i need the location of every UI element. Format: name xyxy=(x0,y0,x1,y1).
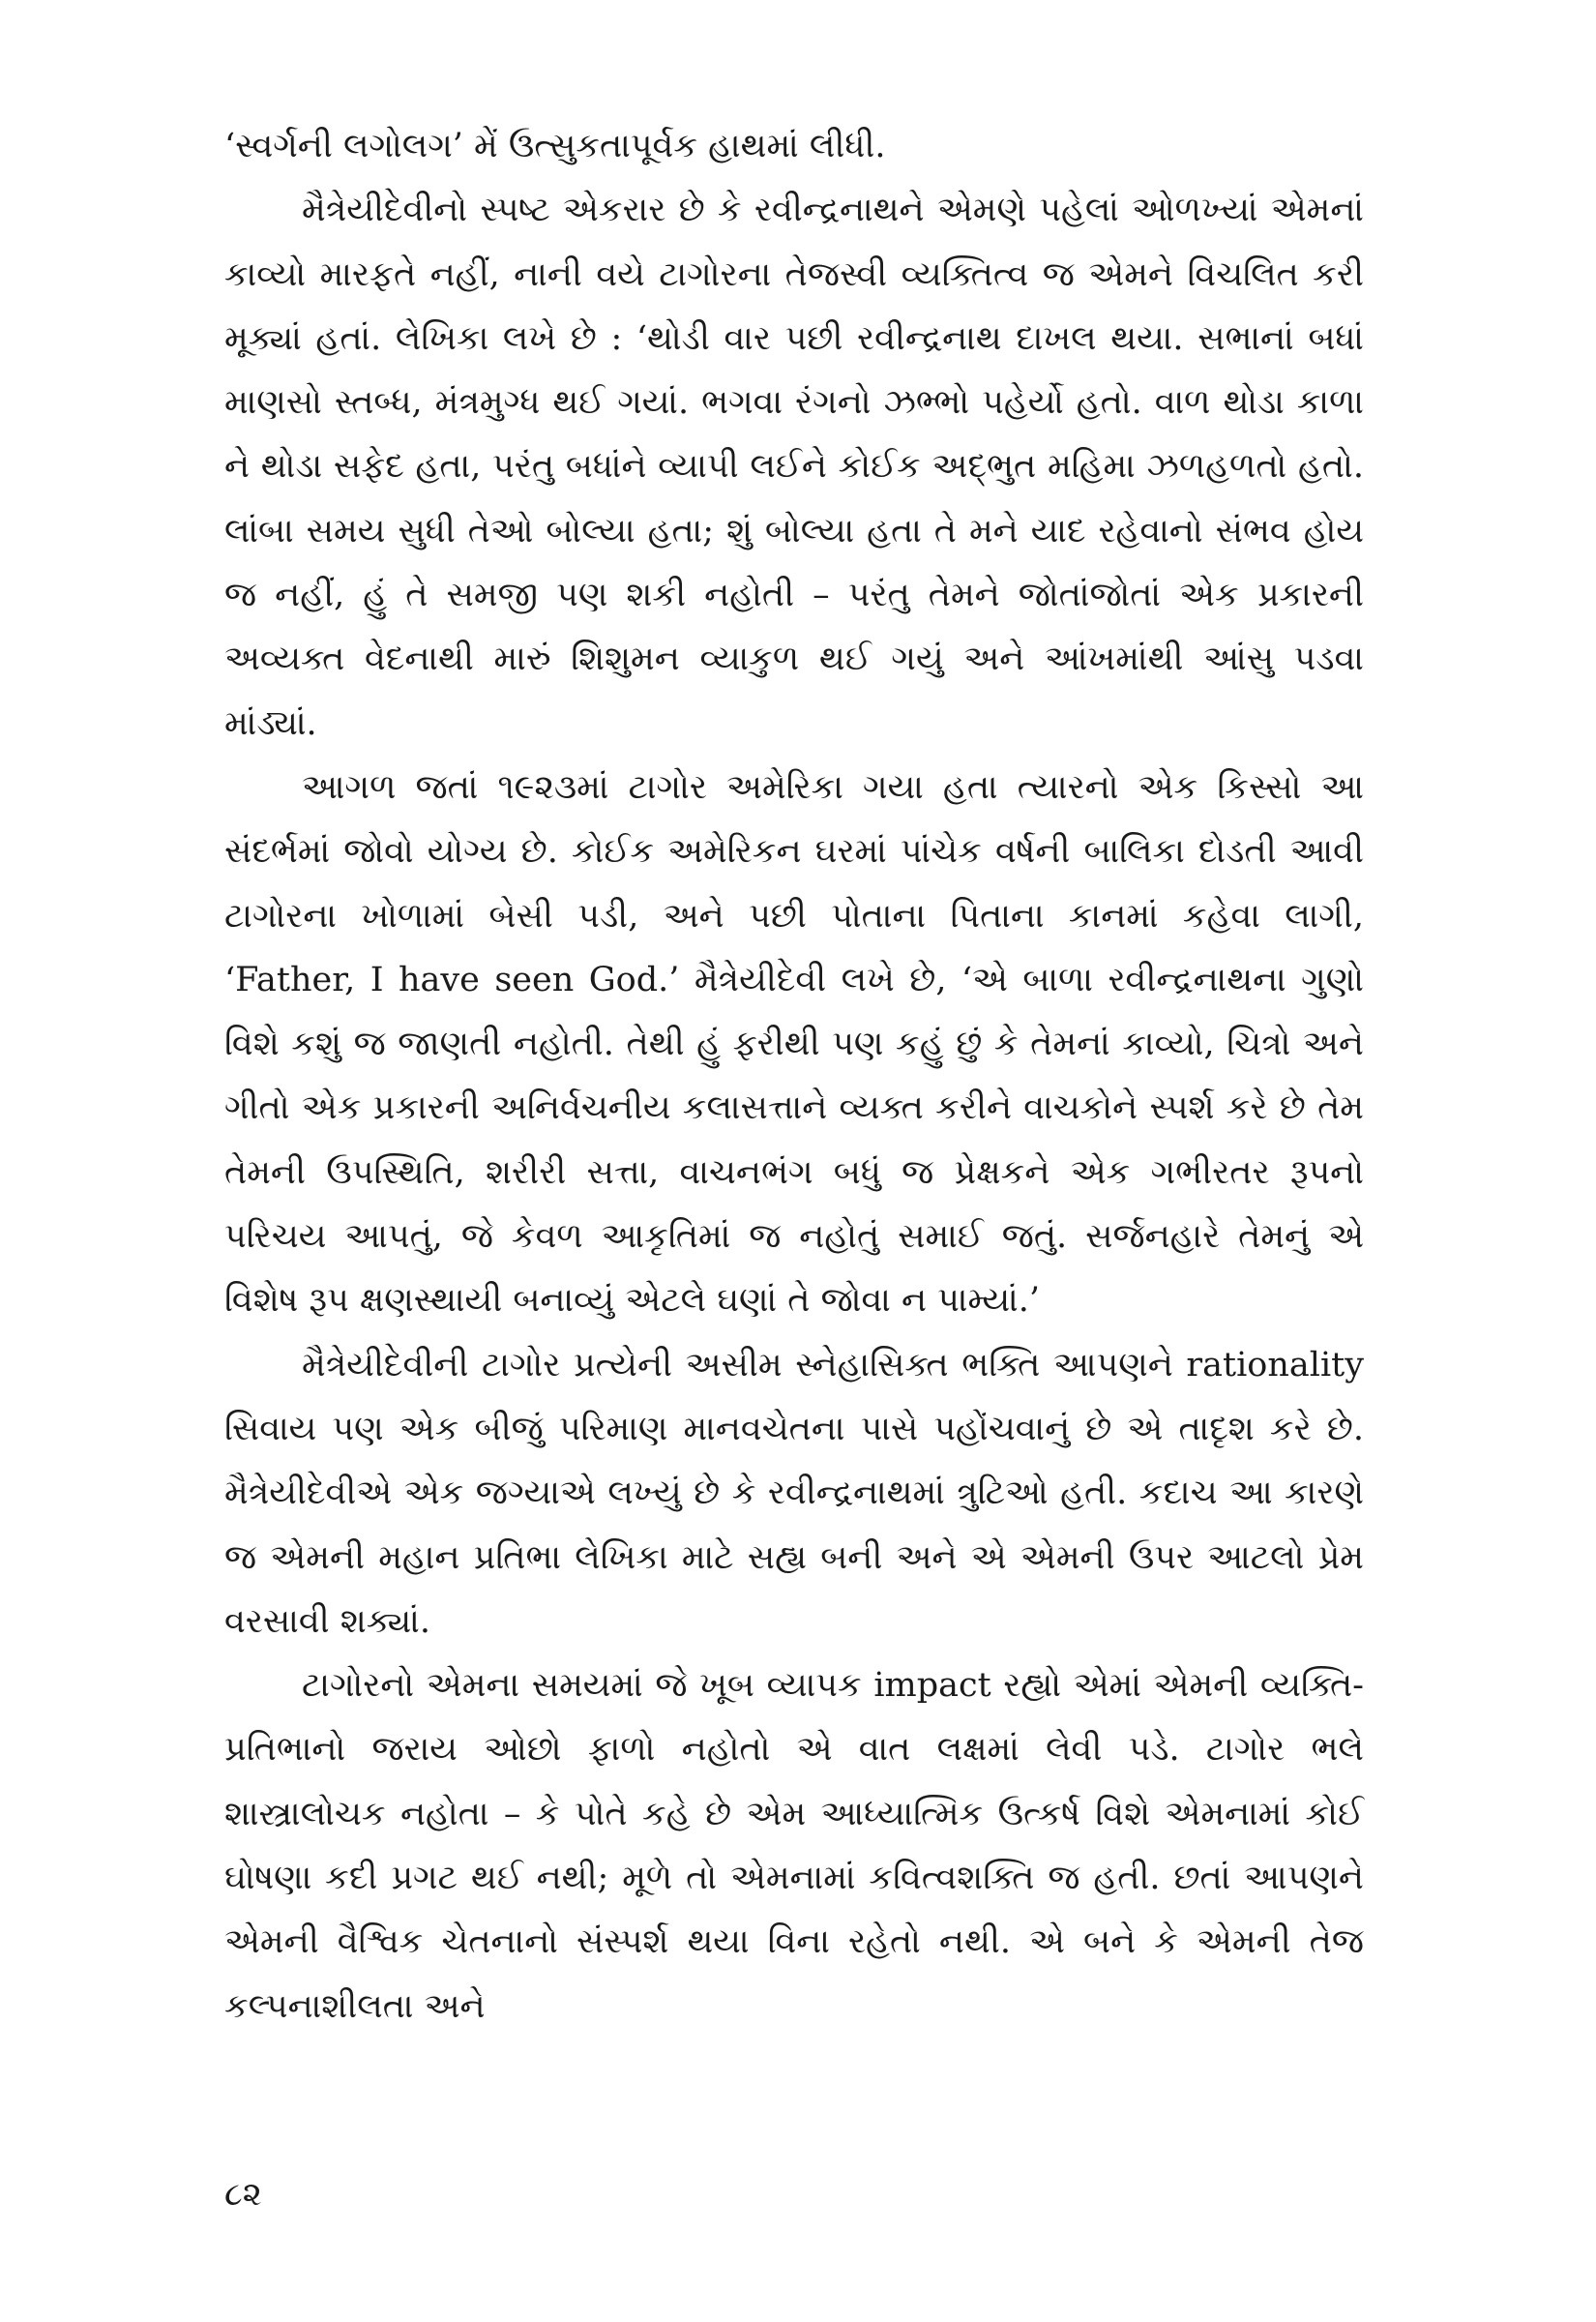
paragraph-1: ‘સ્વર્ગની લગોલગ’ મેં ઉત્સુકતાપૂર્વક હાથમાં લીધી. xyxy=(224,127,886,165)
page-number: ૮૨ xyxy=(224,2175,262,2214)
paragraph-4: મૈત્રેયીદેવીની ટાગોર પ્રત્યેની અસીમ સ્નેહાસિક્ત ભક્તિ આપણને rationality સિવાય પણ એક બીજું પરિમાણ માનવચેતના પાસે પહોંચવાનું છે એ તાદૃશ કરે છે. મૈત્રેયીદેવીએ એક જગ્યાએ લખ્યું છે કે રવીન્દ્રનાથમાં ત્રુટિઓ હતી. કદાચ આ કારણે જ એમની મહાન પ્રતિભા લેખિકા માટે સહ્ય બની અને એ એમની ઉપર આટલો પ્રેમ વરસાવી શક્યાં. xyxy=(224,1345,1364,1641)
paragraph-5: ટાગોરનો એમના સમયમાં જે ખૂબ વ્યાપક impact રહ્યો એમાં એમની વ્યક્તિ-પ્રતિભાનો જરાય ઓછો ફાળો નહોતો એ વાત લક્ષમાં લેવી પડે. ટાગોર ભલે શાસ્ત્રાલોચક નહોતા – કે પોતે કહે છે એમ આધ્યાત્મિક ઉત્કર્ષ વિશે એમનામાં કોઈ ઘોષણા કદી પ્રગટ થઈ નથી; મૂળે તો એમનામાં કવિત્વશક્તિ જ હતી. છતાં આપણને એમની વૈશ્વિક ચેતનાનો સંસ્પર્શ થયા વિના રહેતો નથી. એ બને કે એમની તેજ કલ્પનાશીલતા અને xyxy=(224,1666,1364,2026)
paragraph-3: આગળ જતાં ૧૯૨૩માં ટાગોર અમેરિકા ગયા હતા ત્યારનો એક કિસ્સો આ સંદર્ભમાં જોવો યોગ્ય છે. કોઈક અમેરિકન ઘરમાં પાંચેક વર્ષની બાલિકા દોડતી આવી ટાગોરના ખોળામાં બેસી પડી, અને પછી પોતાના પિતાના કાનમાં કહેવા લાગી, ‘Father, I have seen God.’ મૈત્રેયીદેવી લખે છે, ‘એ બાળા રવીન્દ્રનાથના ગુણો વિશે કશું જ જાણતી નહોતી. તેથી હું ફરીથી પણ કહું છું કે તેમનાં કાવ્યો, ચિત્રો અને ગીતો એક પ્રકારની અનિર્વચનીય કલાસત્તાને વ્યક્ત કરીને વાચકોને સ્પર્શ કરે છે તેમ તેમની ઉપસ્થિતિ, શરીરી સત્તા, વાચનભંગ બધું જ પ્રેક્ષકને એક ગભીરતર રૂપનો પરિચય આપતું, જે કેવળ આકૃતિમાં જ નહોતું સમાઈ જતું. સર્જનહારે તેમનું એ વિશેષ રૂપ ક્ષણસ્થાયી બનાવ્યું એટલે ઘણાં તે જોવા ન પામ્યાં.’ xyxy=(224,767,1364,1321)
body-text xyxy=(224,114,1364,2039)
paragraph-2: મૈત્રેયીદેવીનો સ્પષ્ટ એકરાર છે કે રવીન્દ્રનાથને એમણે પહેલાં ઓળખ્યાં એમનાં કાવ્યો મારફતે નહીં, નાની વયે ટાગોરના તેજસ્વી વ્યક્તિત્વ જ એમને વિચલિત કરી મૂક્યાં હતાં. લેખિકા લખે છે : ‘થોડી વાર પછી રવીન્દ્રનાથ દાખલ થયા. સભાનાં બધાં માણસો સ્તબ્ધ, મંત્રમુગ્ધ થઈ ગયાં. ભગવા રંગનો ઝભ્ભો પહેર્યો હતો. વાળ થોડા કાળા ને થોડા સફેદ હતા, પરંતુ બધાંને વ્યાપી લઈને કોઈક અદ્‌ભુત મહિમા ઝળહળતો હતો. લાંબા સમય સુધી તેઓ બોલ્યા હતા; શું બોલ્યા હતા તે મને યાદ રહેવાનો સંભવ હોય જ નહીં, હું તે સમજી પણ શકી નહોતી – પરંતુ તેમને જોતાંજોતાં એક પ્રકારની અવ્યક્ત વેદનાથી મારું શિશુમન વ્યાકુળ થઈ ગયું અને આંખમાંથી આંસુ પડવા માંડ્યાં. xyxy=(224,191,1364,743)
